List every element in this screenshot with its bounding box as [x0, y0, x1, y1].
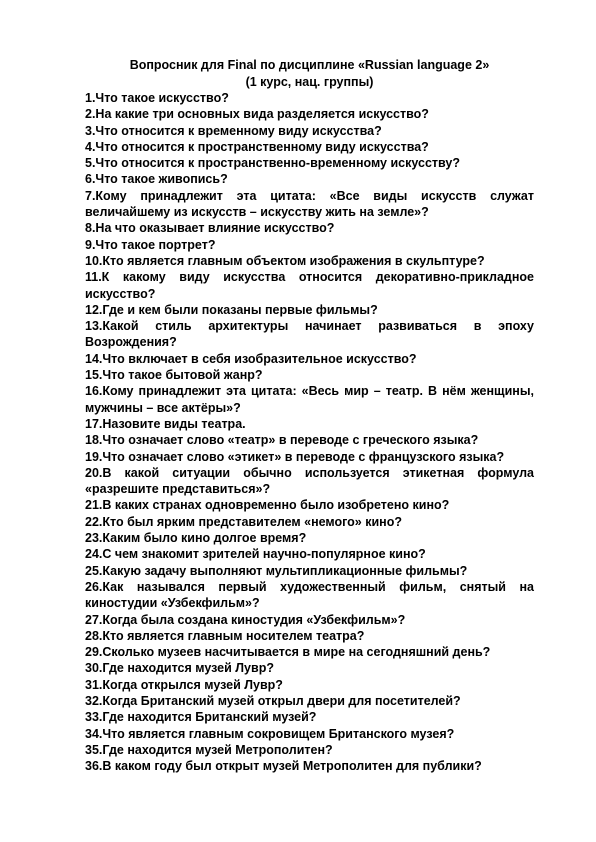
question-list [85, 90, 534, 774]
question-item: 16.Кому принадлежит эта цитата: «Весь мир – театр. В нём женщины, мужчины – все актёры»? [85, 384, 534, 415]
question-item: 11.К какому виду искусства относится декоративно-прикладное искусство? [85, 270, 534, 301]
question-item: 15.Что такое бытовой жанр? [85, 368, 263, 383]
question-item: 22.Кто был ярким представителем «немого» кино? [85, 514, 402, 529]
question-item: 5.Что относится к пространственно-временному искусству? [85, 156, 460, 171]
question-item: 28.Кто является главным носителем театра? [85, 628, 365, 643]
question-item: 36.В каком году был открыт музей Метрополитен для публики? [85, 759, 482, 774]
question-item: 14.Что включает в себя изобразительное искусство? [85, 351, 417, 366]
question-item: 3.Что относится к временному виду искусства? [85, 123, 382, 138]
question-item: 4.Что относится к пространственному виду искусства? [85, 139, 429, 154]
question-item: 13.Какой стиль архитектуры начинает развиваться в эпоху Возрождения? [85, 319, 534, 350]
question-item: 33.Где находится Британский музей? [85, 710, 317, 725]
question-item: 9.Что такое портрет? [85, 237, 216, 252]
question-item: 8.На что оказывает влияние искусство? [85, 221, 335, 236]
question-item: 34.Что является главным сокровищем Британского музея? [85, 726, 455, 741]
document-title-line-1: Вопросник для Final по дисциплине «Russian language 2» [129, 58, 490, 72]
question-item: 27.Когда была создана киностудия «Узбекфильм»? [85, 612, 406, 627]
question-item: 32.Когда Британский музей открыл двери для посетителей? [85, 693, 461, 708]
question-item: 1.Что такое искусство? [85, 91, 229, 105]
question-item: 6.Что такое живопись? [85, 172, 228, 187]
question-item: 30.Где находится музей Лувр? [85, 661, 274, 676]
question-item: 12.Где и кем были показаны первые фильмы? [85, 302, 378, 317]
question-item: 26.Как назывался первый художественный фильм, снятый на киностудии «Узбекфильм»? [85, 579, 534, 611]
question-item: 7.Кому принадлежит эта цитата: «Все виды искусств служат величайшему из искусств – искусству жить на земле»? [85, 188, 534, 220]
question-item: 24.С чем знакомит зрителей научно-популярное кино? [85, 547, 426, 562]
question-item: 10.Кто является главным объектом изображения в скульптуре? [85, 253, 485, 268]
question-item: 35.Где находится музей Метрополитен? [85, 742, 333, 757]
document-title-line-2: (1 курс, нац. группы) [245, 74, 374, 89]
question-item: 25.Какую задачу выполняют мультипликационные фильмы? [85, 563, 468, 578]
question-item: 17.Назовите виды театра. [85, 416, 246, 431]
question-item: 2.На какие три основных вида разделяется искусство? [85, 107, 429, 122]
question-item: 29.Сколько музеев насчитывается в мире на сегодняшний день? [85, 645, 491, 660]
document-page [85, 57, 534, 774]
question-item: 19.Что означает слово «этикет» в переводе с французского языка? [85, 449, 505, 464]
question-item: 31.Когда открылся музей Лувр? [85, 677, 283, 692]
question-item: 21.В каких странах одновременно было изобретено кино? [85, 498, 450, 513]
question-item: 20.В какой ситуации обычно используется этикетная формула «разрешите представиться»? [85, 465, 534, 497]
question-item: 23.Каким было кино долгое время? [85, 531, 307, 546]
question-item: 18.Что означает слово «театр» в переводе с греческого языка? [85, 433, 479, 448]
